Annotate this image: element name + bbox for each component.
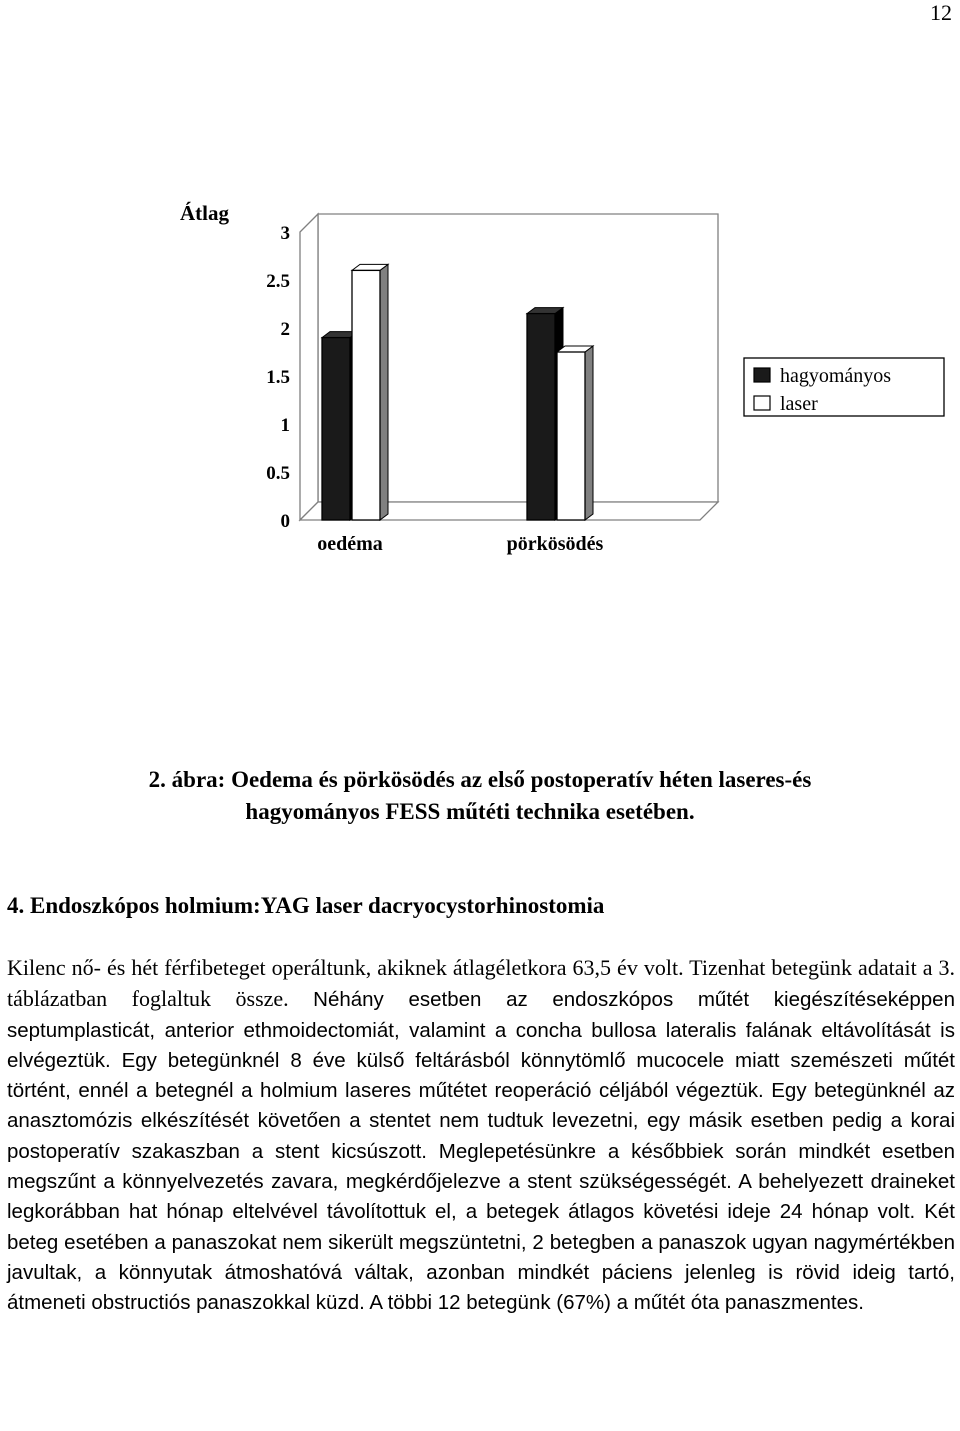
legend-entry: laser [780,393,818,415]
bar-side [585,346,593,520]
paragraph-part-2: Néhány esetben az endoszkópos műtét kiegészítéseképpen septumplasticát, anterior ethmoidectomiát, valamint a concha bullosa lateralis falának eltávolítását is elvégeztük. [7,988,955,1072]
bar-side [380,264,388,520]
paragraph-part-3: Egy betegünknél 8 éve külső feltárásból könnytömlő mucocele miatt szemészeti műtét történt, ennél a betegnél a holmium laseres műtétet reoperáció céljából végeztük. Egy betegünknél az anasztomózis elkészítését követően a stentet nem tudtuk levezetni, egy másik esetben pedig a korai postoperatív szakaszban a stent kicsúszott. Meglepetésünkre a későbbiek során mindkét esetben megszűnt a könnyelvezetés zavara, megkérdőjelezve a stent szükségességét. A behelyezett draineket legkorábban hat hónap eltelvével távolítottuk el, a betegek átlagos követési ideje 24 hónap volt. Két beteg esetében a panaszokat nem sikerült megszüntetni, 2 betegben a panaszok ugyan nagymértékben javultak, a könnyutak átmoshatóvá váltak, azonban mindkét páciens jelenleg is rövid ideig tartó, átmeneti obstructiós panaszokkal küzd. A többi 12 betegünk (67%) a műtét óta panaszmentes. [7,1048,955,1315]
y-axis-label: Átlag [180,201,229,225]
body-paragraph [7,953,955,1319]
bar-hagyományos-pörkösödés [527,314,555,520]
y-tick-label: 0.5 [266,463,290,484]
y-tick-label: 2 [280,319,290,340]
x-category-label: oedéma [317,533,383,555]
paragraph-part-1: Kilenc nő- és hét férfibeteget operáltunk, akiknek átlagéletkora 63,5 év volt. Tizenhat betegünk adatait a 3. táblázatban foglaltuk össze. [7,955,955,1012]
bar-laser-pörkösödés [557,352,585,520]
bar-chart [0,180,960,570]
legend-swatch [754,368,770,382]
legend-entry: hagyományos [780,365,892,387]
legend-swatch [754,396,770,410]
x-category-label: pörkösödés [506,533,604,555]
y-tick-label: 3 [280,223,290,244]
y-tick-label: 1.5 [266,367,290,388]
figure-caption [0,764,960,828]
caption-line-1: 2. ábra: Oedema és pörkösödés az első postoperatív héten laseres-és [148,767,812,792]
chart-side-wall [300,214,318,520]
bar-hagyományos-oedéma [322,338,350,520]
y-tick-label: 0 [280,511,290,532]
caption-line-2: hagyományos FESS műtéti technika esetében. [245,799,695,824]
section-heading: 4. Endoszkópos holmium:YAG laser dacryocystorhinostomia [7,893,605,918]
y-tick-label: 2.5 [266,271,290,292]
y-tick-label: 1 [280,415,290,436]
bar-laser-oedéma [352,270,380,520]
page-number: 12 [930,0,952,25]
